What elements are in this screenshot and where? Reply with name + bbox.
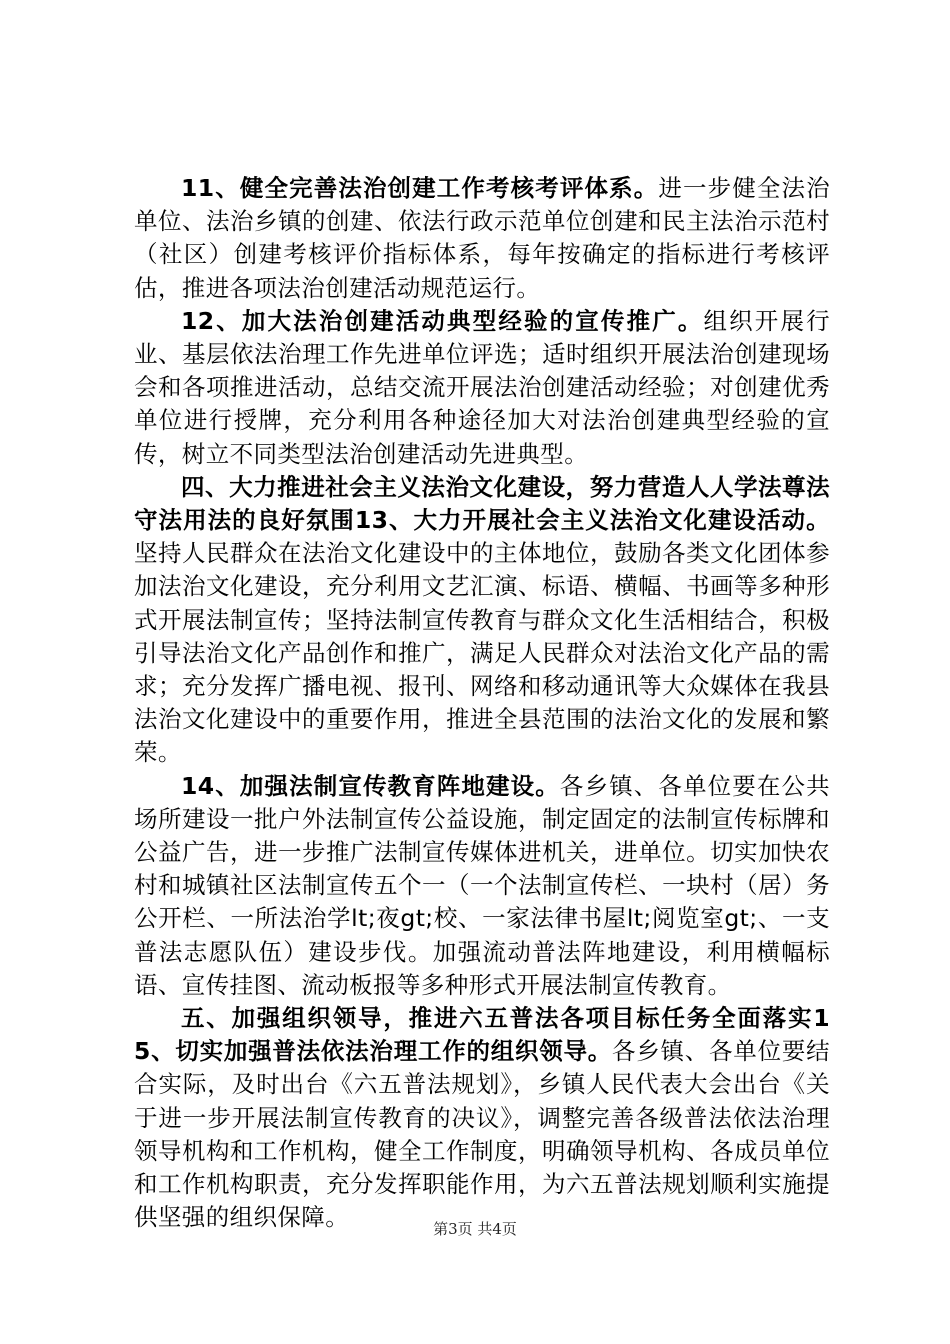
paragraph-text: 组织开展行业、基层依法治理工作先进单位评选；适时组织开展法治创建现场会和各项推进活动，总结交流开展法治创建活动经验；对创建优秀单位进行授牌，充分利用各种途径加大对法治创建典型经验的宣传，树立不同类型法治创建活动先进典型。	[134, 306, 830, 468]
paragraph-lead: 12、加大法治创建活动典型经验的宣传推广。	[181, 306, 704, 335]
page-number-footer: 第3页 共4页	[433, 1220, 517, 1238]
paragraph-text: 各乡镇、各单位要在公共场所建设一批户外法制宣传公益设施，制定固定的法制宣传标牌和公益广告，进一步推广法制宣传媒体进机关，进单位。切实加快农村和城镇社区法制宣传五个一（一个法制宣传栏、一块村（居）务公开栏、一所法治学lt;夜gt;校、一家法律书屋lt;阅览室gt;、一支普法志愿队伍）建设步伐。加强流动普法阵地建设，利用横幅标语、宣传挂图、流动板报等多种形式开展法制宣传教育。	[134, 771, 830, 999]
paragraph-11	[134, 172, 830, 305]
paragraph-lead: 五、加强组织领导，推进六五普法各项目标任务全面落实15、切实加强普法依法治理工作的组织领导。	[134, 1004, 830, 1066]
paragraph-lead: 11、健全完善法治创建工作考核考评体系。	[181, 174, 659, 202]
paragraph-lead: 四、大力推进社会主义法治文化建设，努力营造人人学法尊法守法用法的良好氛围13、大力开展社会主义法治文化建设活动。	[134, 472, 830, 535]
document-body	[134, 172, 830, 1235]
paragraph-text: 各乡镇、各单位要结合实际，及时出台《六五普法规划》，乡镇人民代表大会出台《关于进一步开展法制宣传教育的决议》，调整完善各级普法依法治理领导机构和工作机构，健全工作制度，明确领导机构、各成员单位和工作机构职责，充分发挥职能作用，为六五普法规划顺利实施提供坚强的组织保障。	[134, 1037, 830, 1232]
paragraph-text: 坚持人民群众在法治文化建设中的主体地位，鼓励各类文化团体参加法治文化建设，充分利用文艺汇演、标语、横幅、书画等多种形式开展法制宣传；坚持法制宣传教育与群众文化生活相结合，积极引导法治文化产品创作和推广，满足人民群众对法治文化产品的需求；充分发挥广播电视、报刊、网络和移动通讯等大众媒体在我县法治文化建设中的重要作用，推进全县范围的法治文化的发展和繁荣。	[134, 539, 830, 767]
paragraph-text: 进一步健全法治单位、法治乡镇的创建、依法行政示范单位创建和民主法治示范村（社区）创建考核评价指标体系，每年按确定的指标进行考核评估，推进各项法治创建活动规范运行。	[134, 174, 830, 302]
paragraph-section-4	[134, 471, 830, 770]
paragraph-14	[134, 770, 830, 1002]
paragraph-lead: 14、加强法制宣传教育阵地建设。	[181, 771, 560, 800]
paragraph-12	[134, 305, 830, 471]
paragraph-section-5	[134, 1002, 830, 1234]
